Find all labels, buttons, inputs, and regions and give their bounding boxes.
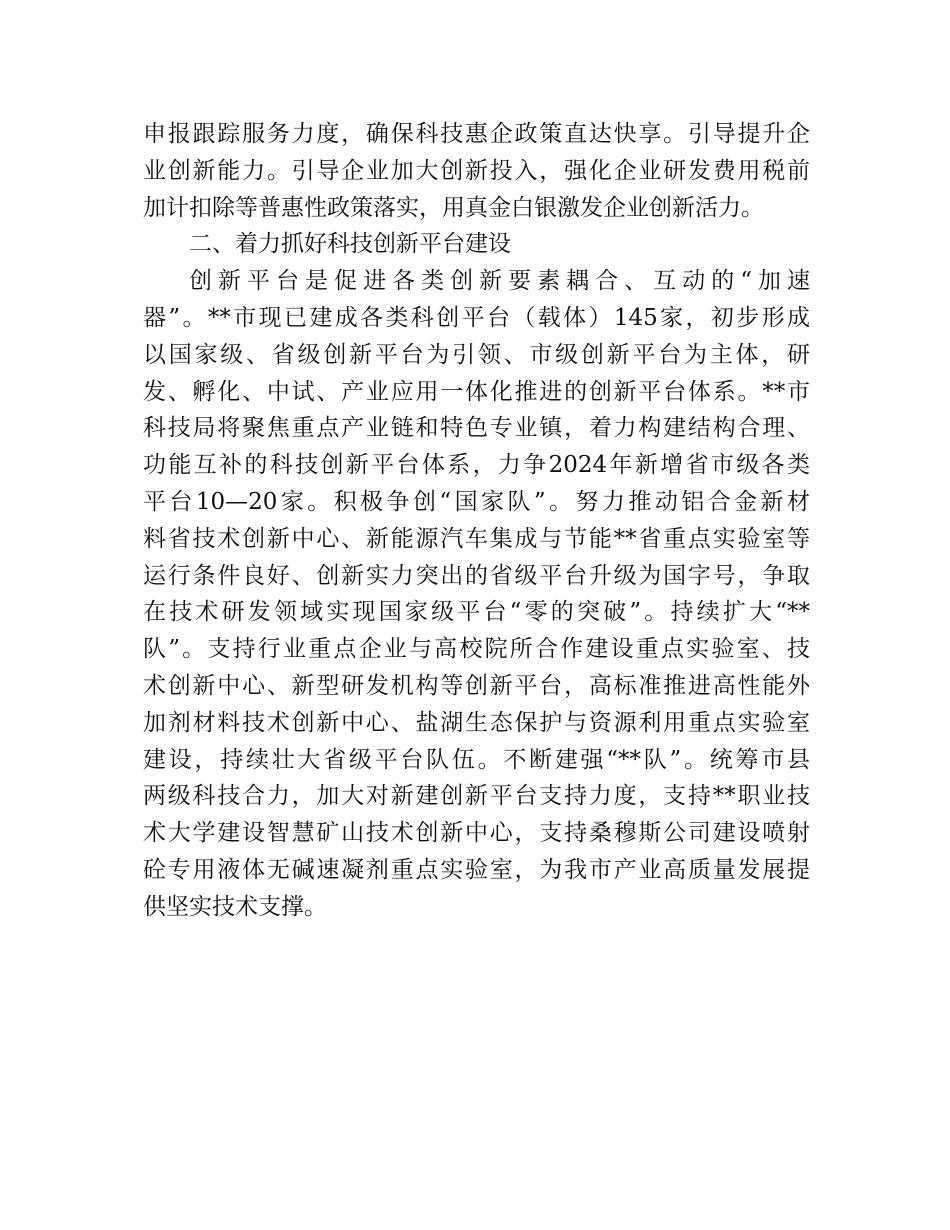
text-line: 创新平台是促进各类创新要素耦合、互动的“加速 (189, 268, 810, 295)
paragraph-policy (143, 116, 810, 226)
text-line: 器”。**市现已建成各类科创平台（载体）145家，初步形成 (143, 304, 810, 331)
text-line: 功能互补的科技创新平台体系，力争2024年新增省市级各类 (143, 452, 810, 479)
text-line: 供坚实技术支撑。 (143, 893, 327, 920)
text-line: 料省技术创新中心、新能源汽车集成与节能**省重点实验室等 (143, 525, 810, 552)
text-line: 发、孵化、中试、产业应用一体化推进的创新平台体系。**市 (143, 378, 810, 405)
paragraph-platforms (143, 263, 810, 925)
section-heading (143, 226, 810, 263)
text-line: 科技局将聚焦重点产业链和特色专业镇，着力构建结构合理、 (143, 415, 810, 442)
text-line: 以国家级、省级创新平台为引领、市级创新平台为主体，研 (143, 341, 810, 368)
text-line: 申报跟踪服务力度，确保科技惠企政策直达快享。引导提升企 (143, 121, 810, 147)
text-line: 业创新能力。引导企业加大创新投入，强化企业研发费用税前 (143, 157, 810, 184)
text-line: 运行条件良好、创新实力突出的省级平台升级为国字号，争取 (143, 562, 810, 589)
text-line: 砼专用液体无碱速凝剂重点实验室，为我市产业高质量发展提 (143, 856, 810, 883)
text-line: 在技术研发领域实现国家级平台“零的突破”。持续扩大“** (143, 599, 810, 626)
text-line: 加计扣除等普惠性政策落实，用真金白银激发企业创新活力。 (143, 194, 764, 221)
text-line: 术创新中心、新型研发机构等创新平台，高标准推进高性能外 (143, 672, 810, 699)
document-page (143, 116, 810, 926)
heading-text: 二、着力抓好科技创新平台建设 (189, 231, 511, 258)
text-line: 两级科技合力，加大对新建创新平台支持力度，支持**职业技 (143, 783, 810, 810)
text-line: 建设，持续壮大省级平台队伍。不断建强“**队”。统筹市县 (143, 746, 810, 773)
text-line: 加剂材料技术创新中心、盐湖生态保护与资源利用重点实验室 (143, 709, 810, 736)
text-line: 术大学建设智慧矿山技术创新中心，支持桑穆斯公司建设喷射 (143, 820, 810, 847)
text-line: 平台10—20家。积极争创“国家队”。努力推动铝合金新材 (143, 488, 810, 515)
text-line: 队”。支持行业重点企业与高校院所合作建设重点实验室、技 (143, 636, 810, 663)
